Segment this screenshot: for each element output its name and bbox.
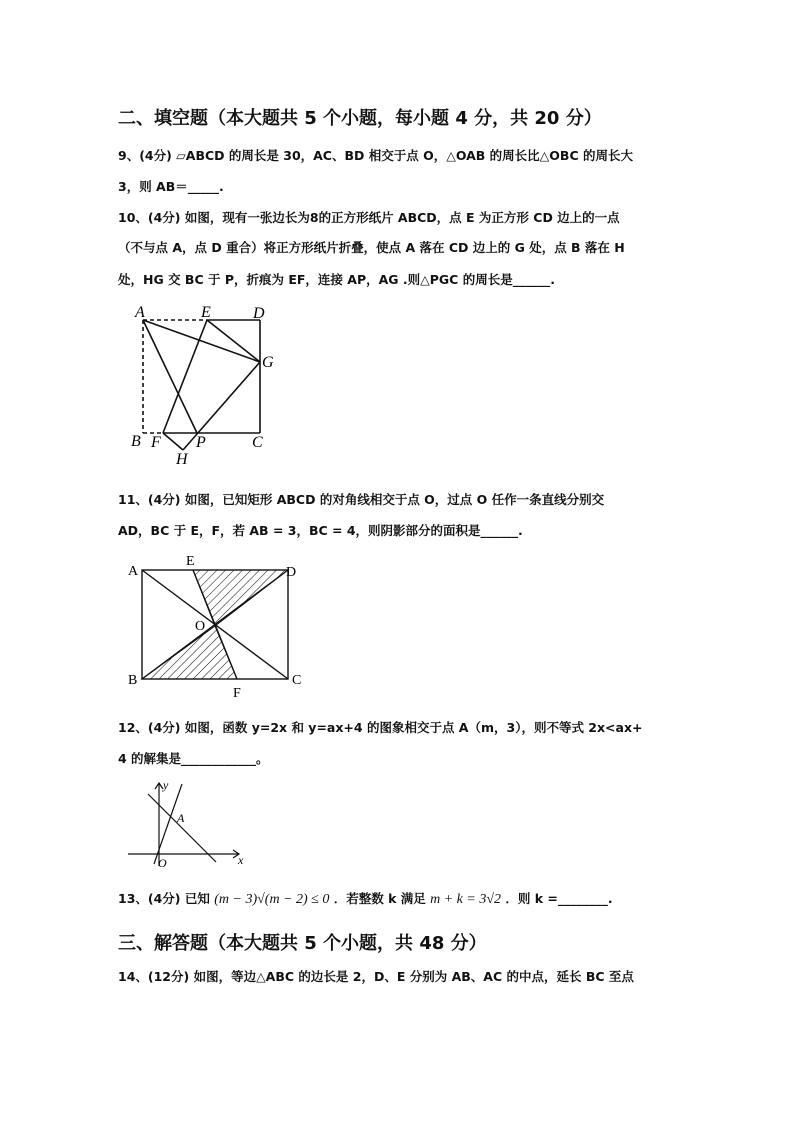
q11-label-A: A <box>128 564 139 579</box>
q11-line1: 11、(4分) 如图，已知矩形 ABCD 的对角线相交于点 O，过点 O 任作一条直线分别交 <box>118 492 605 507</box>
section-3-title: 三、解答题（本大题共 5 个小题，共 48 分） <box>118 933 487 954</box>
section-2-title: 二、填空题（本大题共 5 个小题，每小题 4 分，共 20 分） <box>118 108 602 129</box>
q11-label-D: D <box>286 565 297 580</box>
q10-label-C: C <box>252 434 263 451</box>
q10-label-H: H <box>176 451 188 468</box>
q10-segment-GH <box>183 362 260 450</box>
q9-line1: 9、(4分) ▱ABCD 的周长是 30，AC、BD 相交于点 O，△OAB 的周长比△OBC 的周长大 <box>118 148 633 163</box>
q10-segment-EG <box>207 320 260 362</box>
q13-formula2: m + k = 3√2 <box>430 892 502 907</box>
q11-label-B: B <box>128 673 138 688</box>
q10-figure <box>125 300 285 470</box>
q11-label-F: F <box>233 686 241 701</box>
q11-label-O: O <box>195 619 206 634</box>
q10-label-G: G <box>262 354 274 371</box>
q11-label-C: C <box>292 673 302 688</box>
q10-label-F: F <box>151 434 161 451</box>
q10-line2: （不与点 A，点 D 重合）将正方形纸片折叠，使点 A 落在 CD 边上的 G 处，点 B 落在 H <box>118 240 625 255</box>
q12-figure <box>122 778 252 870</box>
q13-formula1: (m − 3)√(m − 2) ≤ 0 <box>214 892 330 907</box>
q12-label-A: A <box>177 811 185 825</box>
q11-figure <box>120 548 320 703</box>
q12-line1: 12、(4分) 如图，函数 y=2x 和 y=ax+4 的图象相交于点 A（m，3），则不等式 2x<ax+ <box>118 720 643 735</box>
q11-shaded-bottom <box>142 626 237 679</box>
q13-suffix: ．则 k =________. <box>505 891 613 906</box>
q12-label-O: O <box>158 856 167 870</box>
q10-line3: 处，HG 交 BC 于 P，折痕为 EF，连接 AP，AG .则△PGC 的周长是______. <box>118 272 555 287</box>
q14-line1: 14、(12分) 如图，等边△ABC 的边长是 2，D、E 分别为 AB、AC 的中点，延长 BC 至点 <box>118 969 634 984</box>
q10-label-B: B <box>131 433 141 450</box>
q10-label-A: A <box>135 304 145 321</box>
q11-label-E: E <box>186 554 195 569</box>
q10-label-E: E <box>201 304 211 321</box>
q9-line2: 3，则 AB＝_____. <box>118 179 224 194</box>
q10-label-D: D <box>253 305 265 322</box>
q10-segment-FH <box>163 433 183 450</box>
q12-label-y: y <box>163 778 169 792</box>
q12-line2: 4 的解集是____________。 <box>118 751 269 766</box>
q11-line2: AD，BC 于 E，F，若 AB = 3，BC = 4，则阴影部分的面积是______. <box>118 523 523 538</box>
q12-label-x: x <box>238 853 244 867</box>
q10-label-P: P <box>196 434 206 451</box>
q13-line <box>118 889 613 908</box>
q11-shaded-top <box>193 570 288 626</box>
q13-middle: ．若整数 k 满足 <box>333 891 426 906</box>
q13-prefix: 13、(4分) 已知 <box>118 891 210 906</box>
q10-line1: 10、(4分) 如图，现有一张边长为8的正方形纸片 ABCD，点 E 为正方形 CD 边上的一点 <box>118 210 620 225</box>
